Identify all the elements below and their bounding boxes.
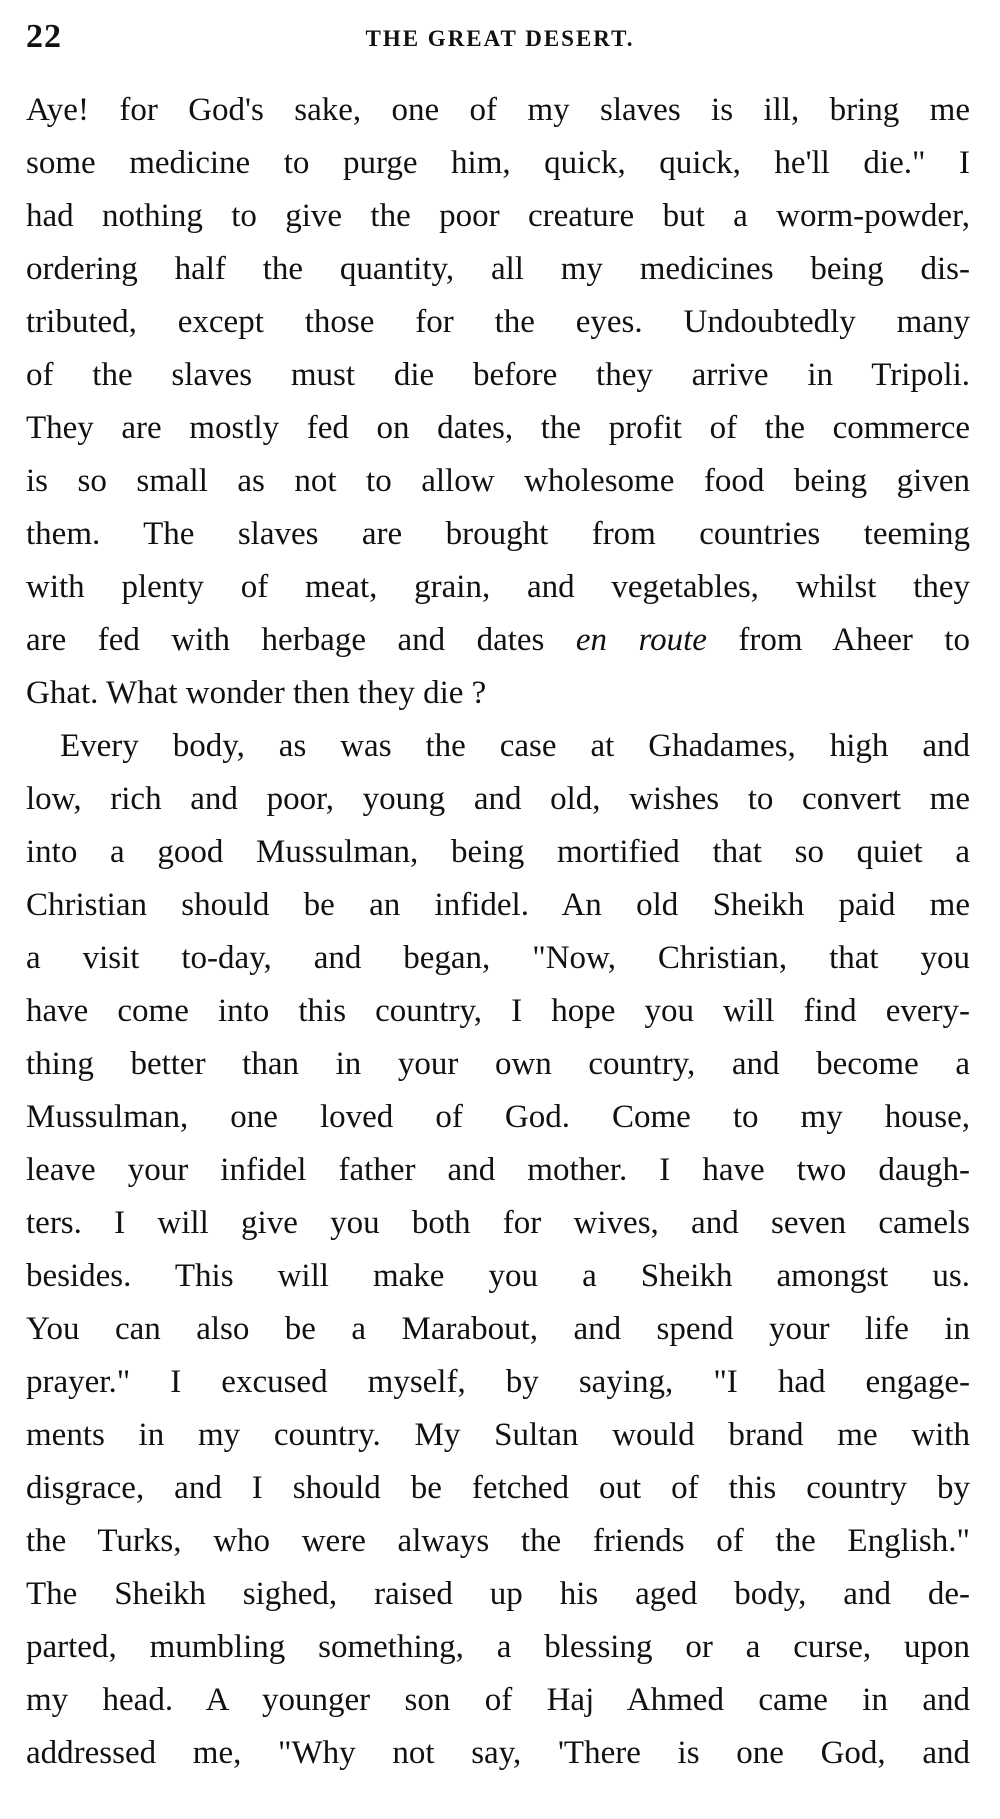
text-line: leave your infidel father and mother. I have two daugh- xyxy=(26,1152,970,1188)
text-line: the Turks, who were always the friends of the English." xyxy=(26,1523,970,1559)
text-line: tributed, except those for the eyes. Undoubtedly many xyxy=(26,304,970,340)
text-line: thing better than in your own country, and become a xyxy=(26,1046,970,1082)
paragraph-end-line: Ghat. What wonder then they die ? xyxy=(26,675,487,711)
text-line: with plenty of meat, grain, and vegetables, whilst they xyxy=(26,569,970,605)
text-line: them. The slaves are brought from countries teeming xyxy=(26,516,970,552)
text-line: addressed me, "Why not say, 'There is one God, and xyxy=(26,1735,970,1771)
running-title: THE GREAT DESERT. xyxy=(365,26,635,51)
text-line: is so small as not to allow wholesome food being given xyxy=(26,463,970,499)
text-line: my head. A younger son of Haj Ahmed came in and xyxy=(26,1682,970,1718)
italic-phrase: en route xyxy=(575,622,707,658)
text-segment: from Aheer to xyxy=(706,622,970,658)
page-number: 22 xyxy=(26,18,62,55)
text-line xyxy=(26,614,970,667)
running-head xyxy=(26,18,974,68)
text-line: Christian should be an infidel. An old Sheikh paid me xyxy=(26,887,970,923)
text-line: of the slaves must die before they arrive in Tripoli. xyxy=(26,357,970,393)
text-line: into a good Mussulman, being mortified that so quiet a xyxy=(26,834,970,870)
text-line: parted, mumbling something, a blessing or a curse, upon xyxy=(26,1629,970,1665)
text-line: Mussulman, one loved of God. Come to my house, xyxy=(26,1099,970,1135)
text-line: Aye! for God's sake, one of my slaves is ill, bring me xyxy=(26,92,970,128)
text-line: ments in my country. My Sultan would brand me with xyxy=(26,1417,970,1453)
text-segment: are fed with herbage and dates xyxy=(26,622,576,658)
text-line: low, rich and poor, young and old, wishes to convert me xyxy=(26,781,970,817)
text-line: prayer." I excused myself, by saying, "I had engage- xyxy=(26,1364,970,1400)
paragraph-start-line: Every body, as was the case at Ghadames, high and xyxy=(60,728,970,764)
text-line: The Sheikh sighed, raised up his aged body, and de- xyxy=(26,1576,970,1612)
text-line: some medicine to purge him, quick, quick, he'll die." I xyxy=(26,145,970,181)
text-line: had nothing to give the poor creature but a worm-powder, xyxy=(26,198,970,234)
text-line: They are mostly fed on dates, the profit of the commerce xyxy=(26,410,970,446)
text-line: besides. This will make you a Sheikh amongst us. xyxy=(26,1258,970,1294)
text-line: disgrace, and I should be fetched out of this country by xyxy=(26,1470,970,1506)
body-text xyxy=(26,84,970,1780)
text-line: You can also be a Marabout, and spend your life in xyxy=(26,1311,970,1347)
text-line: have come into this country, I hope you will find every- xyxy=(26,993,970,1029)
text-line: ordering half the quantity, all my medicines being dis- xyxy=(26,251,970,287)
text-line: a visit to-day, and began, "Now, Christian, that you xyxy=(26,940,970,976)
text-line: ters. I will give you both for wives, and seven camels xyxy=(26,1205,970,1241)
